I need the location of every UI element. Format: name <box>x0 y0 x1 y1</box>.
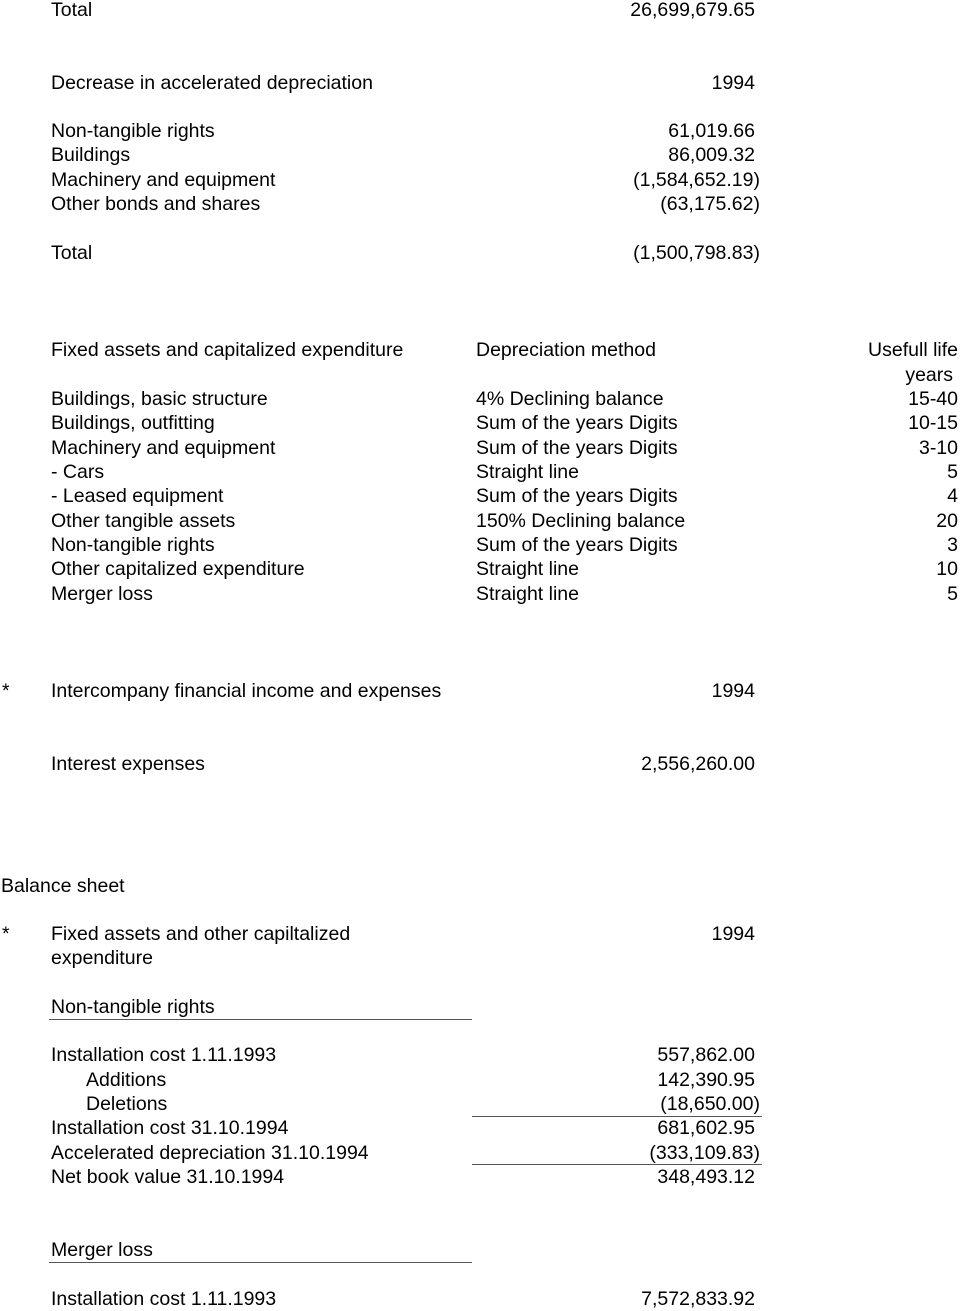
table-cell-asset: Machinery and equipment <box>51 437 276 459</box>
table-header-life: Usefull life <box>868 339 958 361</box>
table-cell-life: 4 <box>947 485 958 507</box>
total-label: Total <box>51 0 93 21</box>
ledger-row-value: 142,390.95 <box>657 1069 755 1091</box>
table-cell-life: 15-40 <box>908 388 958 410</box>
decrease-row-label: Machinery and equipment <box>51 169 276 191</box>
ledger-row-label: Accelerated depreciation 31.10.1994 <box>51 1142 369 1164</box>
table-cell-method: Straight line <box>476 461 579 483</box>
decrease-row-value: (63,175.62) <box>660 193 760 215</box>
ledger-row-value: 557,862.00 <box>657 1044 755 1066</box>
table-cell-asset: Buildings, outfitting <box>51 412 215 434</box>
table-cell-life: 3 <box>947 534 958 556</box>
table-cell-asset: Non-tangible rights <box>51 534 215 556</box>
merger-loss-title: Merger loss <box>51 1239 153 1261</box>
table-cell-life: 5 <box>947 583 958 605</box>
ledger-row-label: Installation cost 31.10.1994 <box>51 1117 289 1139</box>
table-cell-method: Straight line <box>476 558 579 580</box>
table-cell-method: 150% Declining balance <box>476 510 686 532</box>
non-tangible-title: Non-tangible rights <box>51 996 215 1018</box>
ledger-row-value: 348,493.12 <box>657 1166 755 1188</box>
table-cell-method: Sum of the years Digits <box>476 534 678 556</box>
table-cell-asset: - Leased equipment <box>51 485 224 507</box>
section-underline <box>49 1262 472 1263</box>
interest-expenses-label: Interest expenses <box>51 753 205 775</box>
table-header-asset: Fixed assets and capitalized expenditure <box>51 339 404 361</box>
table-cell-asset: Buildings, basic structure <box>51 388 268 410</box>
table-cell-life: 3-10 <box>918 437 958 459</box>
ledger-row-value: (18,650.00) <box>660 1093 760 1115</box>
decrease-row-value: (1,584,652.19) <box>633 169 760 191</box>
balance-sheet-bullet: * <box>2 923 10 945</box>
intercompany-year: 1994 <box>711 680 755 702</box>
table-cell-method: Sum of the years Digits <box>476 412 678 434</box>
table-cell-asset: - Cars <box>51 461 105 483</box>
intercompany-bullet: * <box>2 680 10 702</box>
table-cell-life: 5 <box>947 461 958 483</box>
ledger-row-value: 7,572,833.92 <box>641 1288 755 1310</box>
intercompany-heading: Intercompany financial income and expenses <box>51 680 442 702</box>
fixed-assets-heading-cont: expenditure <box>51 947 153 969</box>
ledger-row-label: Additions <box>86 1069 167 1091</box>
decrease-total-label: Total <box>51 242 93 264</box>
balance-sheet-year: 1994 <box>711 923 755 945</box>
section-underline <box>49 1019 472 1020</box>
table-cell-life: 10-15 <box>908 412 958 434</box>
table-cell-life: 10 <box>936 558 958 580</box>
ledger-row-label: Net book value 31.10.1994 <box>51 1166 285 1188</box>
decrease-year: 1994 <box>711 72 755 94</box>
table-cell-method: Sum of the years Digits <box>476 437 678 459</box>
ledger-row-label: Installation cost 1.11.1993 <box>51 1044 277 1066</box>
decrease-row-label: Non-tangible rights <box>51 120 215 142</box>
balance-sheet-title: Balance sheet <box>1 875 125 897</box>
ledger-row-label: Installation cost 1.11.1993 <box>51 1288 277 1310</box>
ledger-row-value: 681,602.95 <box>657 1117 755 1139</box>
table-cell-asset: Other capitalized expenditure <box>51 558 305 580</box>
table-cell-asset: Merger loss <box>51 583 153 605</box>
decrease-heading: Decrease in accelerated depreciation <box>51 72 373 94</box>
ledger-row-value: (333,109.83) <box>649 1142 760 1164</box>
interest-expenses-value: 2,556,260.00 <box>641 753 755 775</box>
decrease-row-value: 86,009.32 <box>668 144 755 166</box>
table-cell-method: Sum of the years Digits <box>476 485 678 507</box>
total-value: 26,699,679.65 <box>630 0 755 21</box>
decrease-row-value: 61,019.66 <box>668 120 755 142</box>
table-cell-method: Straight line <box>476 583 579 605</box>
decrease-row-label: Buildings <box>51 144 131 166</box>
table-cell-method: 4% Declining balance <box>476 388 664 410</box>
fixed-assets-heading: Fixed assets and other capiltalized <box>51 923 351 945</box>
table-cell-life: 20 <box>936 510 958 532</box>
decrease-total-value: (1,500,798.83) <box>633 242 760 264</box>
table-header-method: Depreciation method <box>476 339 656 361</box>
table-cell-asset: Other tangible assets <box>51 510 236 532</box>
decrease-row-label: Other bonds and shares <box>51 193 261 215</box>
table-header-life-unit: years <box>905 364 953 386</box>
ledger-row-label: Deletions <box>86 1093 168 1115</box>
